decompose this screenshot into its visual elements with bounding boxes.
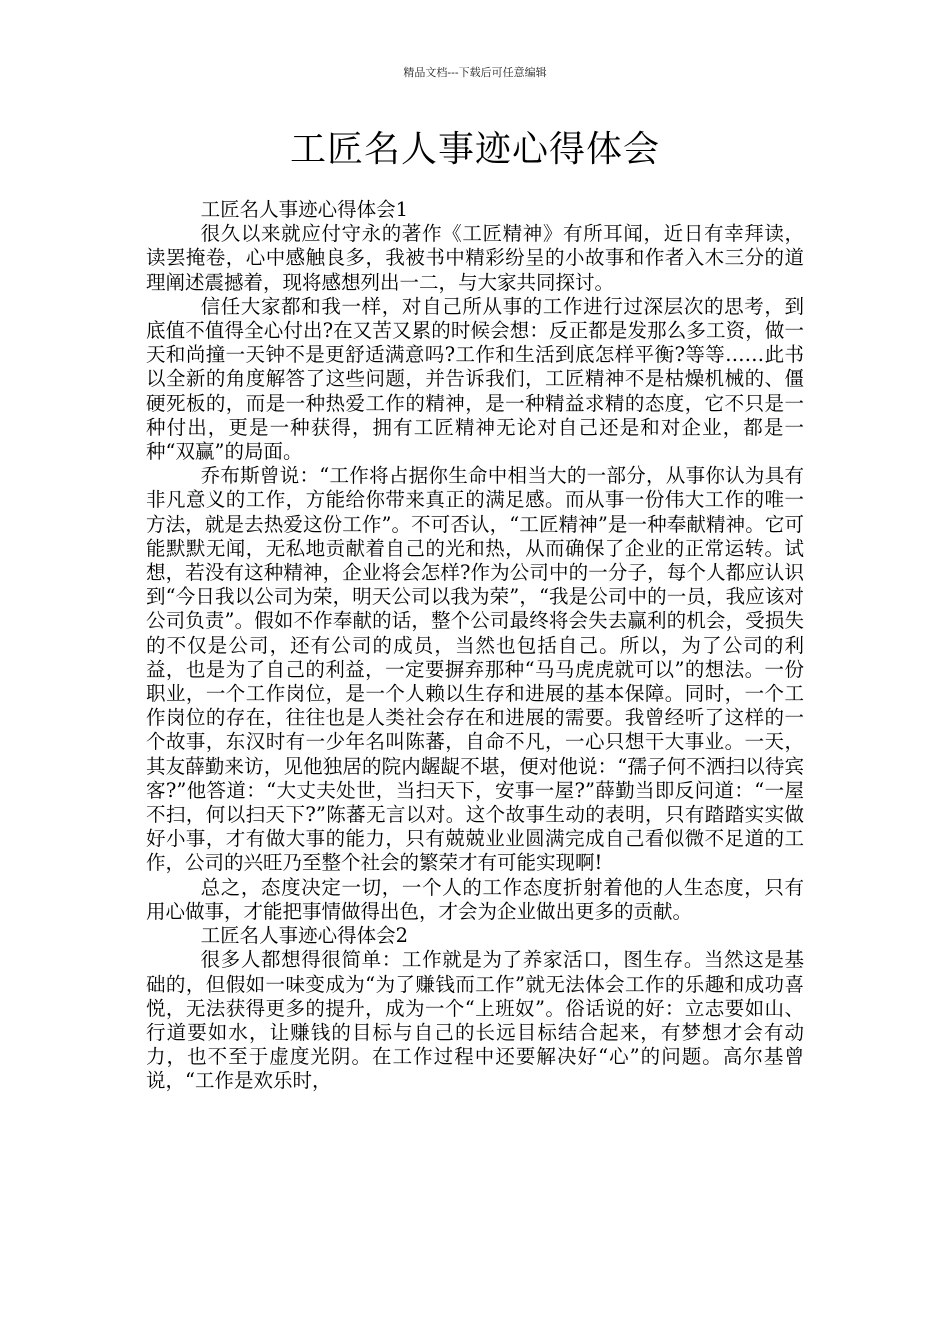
paragraph: 信任大家都和我一样，对自己所从事的工作进行过深层次的思考，到底值不值得全心付出?在又苦又累的时候会想：反正都是发那么多工资，做一天和尚撞一天钟不是更舒适满意吗?工作和生活到底怎样平衡?等等……此书以全新的角度解答了这些问题，并告诉我们，工匠精神不是枯燥机械的、僵硬死板的，而是一种热爱工作的精神，是一种精益求精的态度，它不只是一种付出，更是一种获得，拥有工匠精神无论对自己还是和对企业，都是一种“双赢”的局面。 [146,294,804,464]
paragraph: 很久以来就应付守永的著作《工匠精神》有所耳闻，近日有幸拜读，读罢掩卷，心中感触良多，我被书中精彩纷呈的小故事和作者入木三分的道理阐述震撼着，现将感想列出一二，与大家共同探讨。 [146,222,804,294]
paragraph: 很多人都想得很简单：工作就是为了养家活口，图生存。当然这是基础的，但假如一味变成为“为了赚钱而工作”就无法体会工作的乐趣和成功喜悦，无法获得更多的提升，成为一个“上班奴”。俗话说的好：立志要如山、行道要如水，让赚钱的目标与自己的长远目标结合起来，有梦想才会有动力，也不至于虚度光阴。在工作过程中还要解决好“心”的问题。高尔基曾说，“工作是欢乐时， [146,948,804,1093]
paragraph: 乔布斯曾说：“工作将占据你生命中相当大的一部分，从事你认为具有非凡意义的工作，方能给你带来真正的满足感。而从事一份伟大工作的唯一方法，就是去热爱这份工作”。不可否认，“工匠精神”是一种奉献精神。它可能默默无闻，无私地贡献着自己的光和热，从而确保了企业的正常运转。试想，若没有这种精神，企业将会怎样?作为公司中的一分子，每个人都应认识到“今日我以公司为荣，明天公司以我为荣”，“我是公司中的一员，我应该对公司负责”。假如不作奉献的话，整个公司最终将会失去赢利的机会，受损失的不仅是公司，还有公司的成员，当然也包括自己。所以，为了公司的利益，也是为了自己的利益，一定要摒弃那种“马马虎虎就可以”的想法。一份职业，一个工作岗位，是一个人赖以生存和进展的基本保障。同时，一个工作岗位的存在，往往也是人类社会存在和进展的需要。我曾经听了这样的一个故事，东汉时有一少年名叫陈蕃，自命不凡，一心只想干大事业。一天，其友薛勤来访，见他独居的院内龌龊不堪，便对他说：“孺子何不洒扫以待宾客?”他答道：“大丈夫处世，当扫天下，安事一屋?”薛勤当即反问道：“一屋不扫，何以扫天下?”陈蕃无言以对。这个故事生动的表明，只有踏踏实实做好小事，才有做大事的能力，只有兢兢业业圆满完成自己看似微不足道的工作，公司的兴旺乃至整个社会的繁荣才有可能实现啊! [146,464,804,875]
section-heading: 工匠名人事迹心得体会2 [200,924,409,948]
document-body [146,198,804,1094]
paragraph: 总之，态度决定一切，一个人的工作态度折射着他的人生态度，只有用心做事，才能把事情做得出色，才会为企业做出更多的贡献。 [146,875,804,923]
section-heading: 工匠名人事迹心得体会1 [200,198,409,221]
document-title: 工匠名人事迹心得体会 [289,129,660,170]
header-note: 精品文档---下载后可任意编辑 [403,66,547,79]
